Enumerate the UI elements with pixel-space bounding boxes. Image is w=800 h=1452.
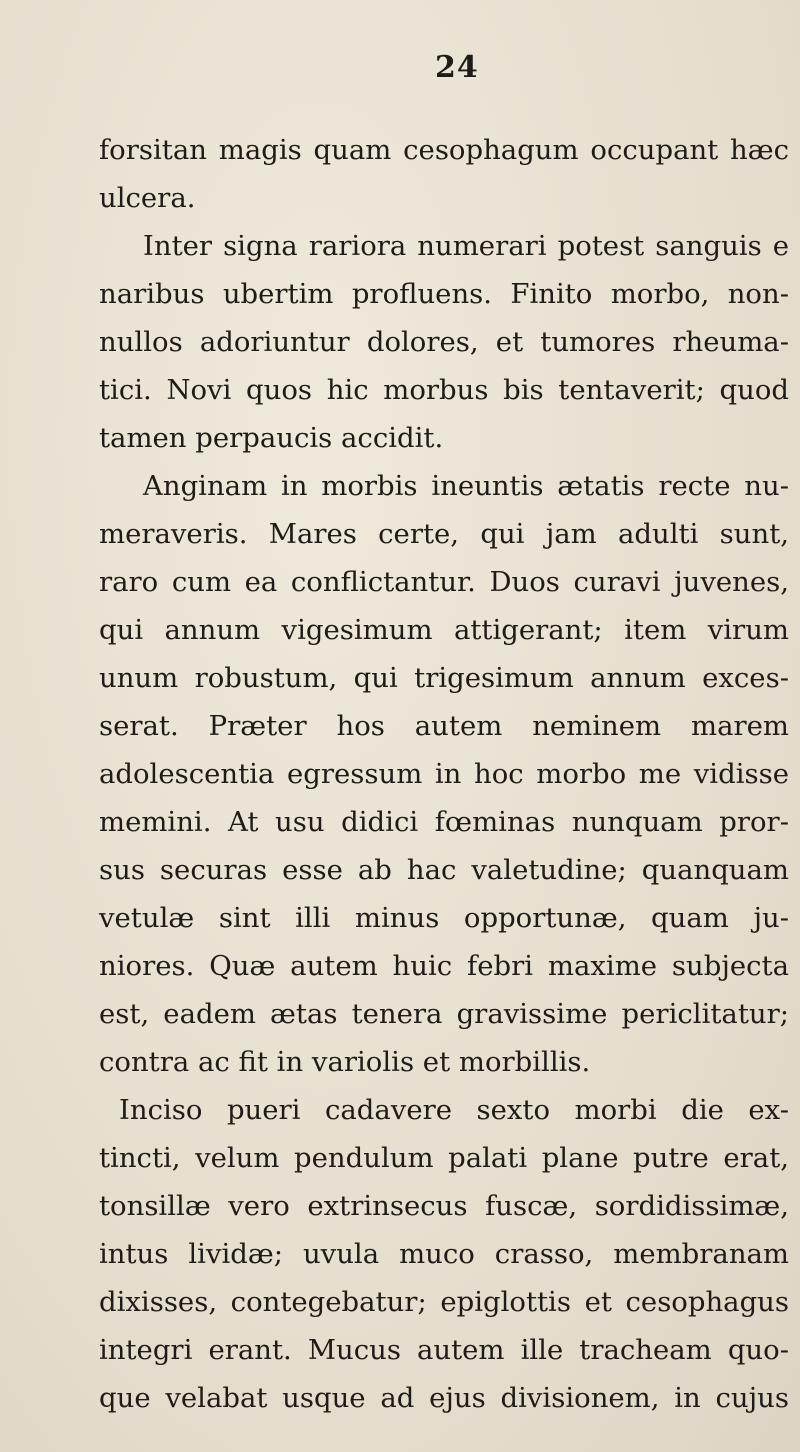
text-line: naribus ubertim profluens. Finito morbo, non-	[99, 278, 789, 310]
text-line: serat. Præter hos autem neminem marem	[99, 710, 789, 742]
text-line: integri erant. Mucus autem ille tracheam quo-	[99, 1334, 789, 1366]
text-line: forsitan magis quam cesophagum occupant hæc	[99, 134, 789, 166]
text-line: adolescentia egressum in hoc morbo me vidisse	[99, 758, 789, 790]
text-line: nullos adoriuntur dolores, et tumores rheuma-	[99, 326, 789, 358]
text-line: Anginam in morbis ineuntis ætatis recte nu-	[143, 470, 789, 502]
text-line: tici. Novi quos hic morbus bis tentaverit; quod	[99, 374, 789, 406]
text-line: memini. At usu didici fœminas nunquam pror-	[99, 806, 789, 838]
text-line: vetulæ sint illi minus opportunæ, quam ju-	[99, 902, 789, 934]
text-line: ulcera.	[99, 182, 196, 214]
text-line: raro cum ea conflictantur. Duos curavi juvenes,	[99, 566, 789, 598]
text-line: tamen perpaucis accidit.	[99, 422, 444, 454]
text-line: est, eadem ætas tenera gravissime periclitatur;	[99, 998, 789, 1030]
text-line: tonsillæ vero extrinsecus fuscæ, sordidissimæ,	[99, 1190, 789, 1222]
text-line: dixisses, contegebatur; epiglottis et cesophagus	[99, 1286, 789, 1318]
text-line: Inciso pueri cadavere sexto morbi die ex-	[119, 1094, 789, 1126]
text-line: que velabat usque ad ejus divisionem, in cujus	[99, 1382, 789, 1414]
text-line: meraveris. Mares certe, qui jam adulti sunt,	[99, 518, 789, 550]
text-line: Inter signa rariora numerari potest sanguis e	[143, 230, 789, 262]
text-line: qui annum vigesimum attigerant; item virum	[99, 614, 789, 646]
page-number: 24	[435, 50, 479, 85]
text-line: intus lividæ; uvula muco crasso, membranam	[99, 1238, 789, 1270]
body-text	[99, 126, 789, 1422]
text-line: tincti, velum pendulum palati plane putre erat,	[99, 1142, 789, 1174]
text-line: contra ac fit in variolis et morbillis.	[99, 1046, 591, 1078]
text-line: niores. Quæ autem huic febri maxime subjecta	[99, 950, 789, 982]
text-line: unum robustum, qui trigesimum annum exces-	[99, 662, 789, 694]
text-line: sus securas esse ab hac valetudine; quanquam	[99, 854, 789, 886]
